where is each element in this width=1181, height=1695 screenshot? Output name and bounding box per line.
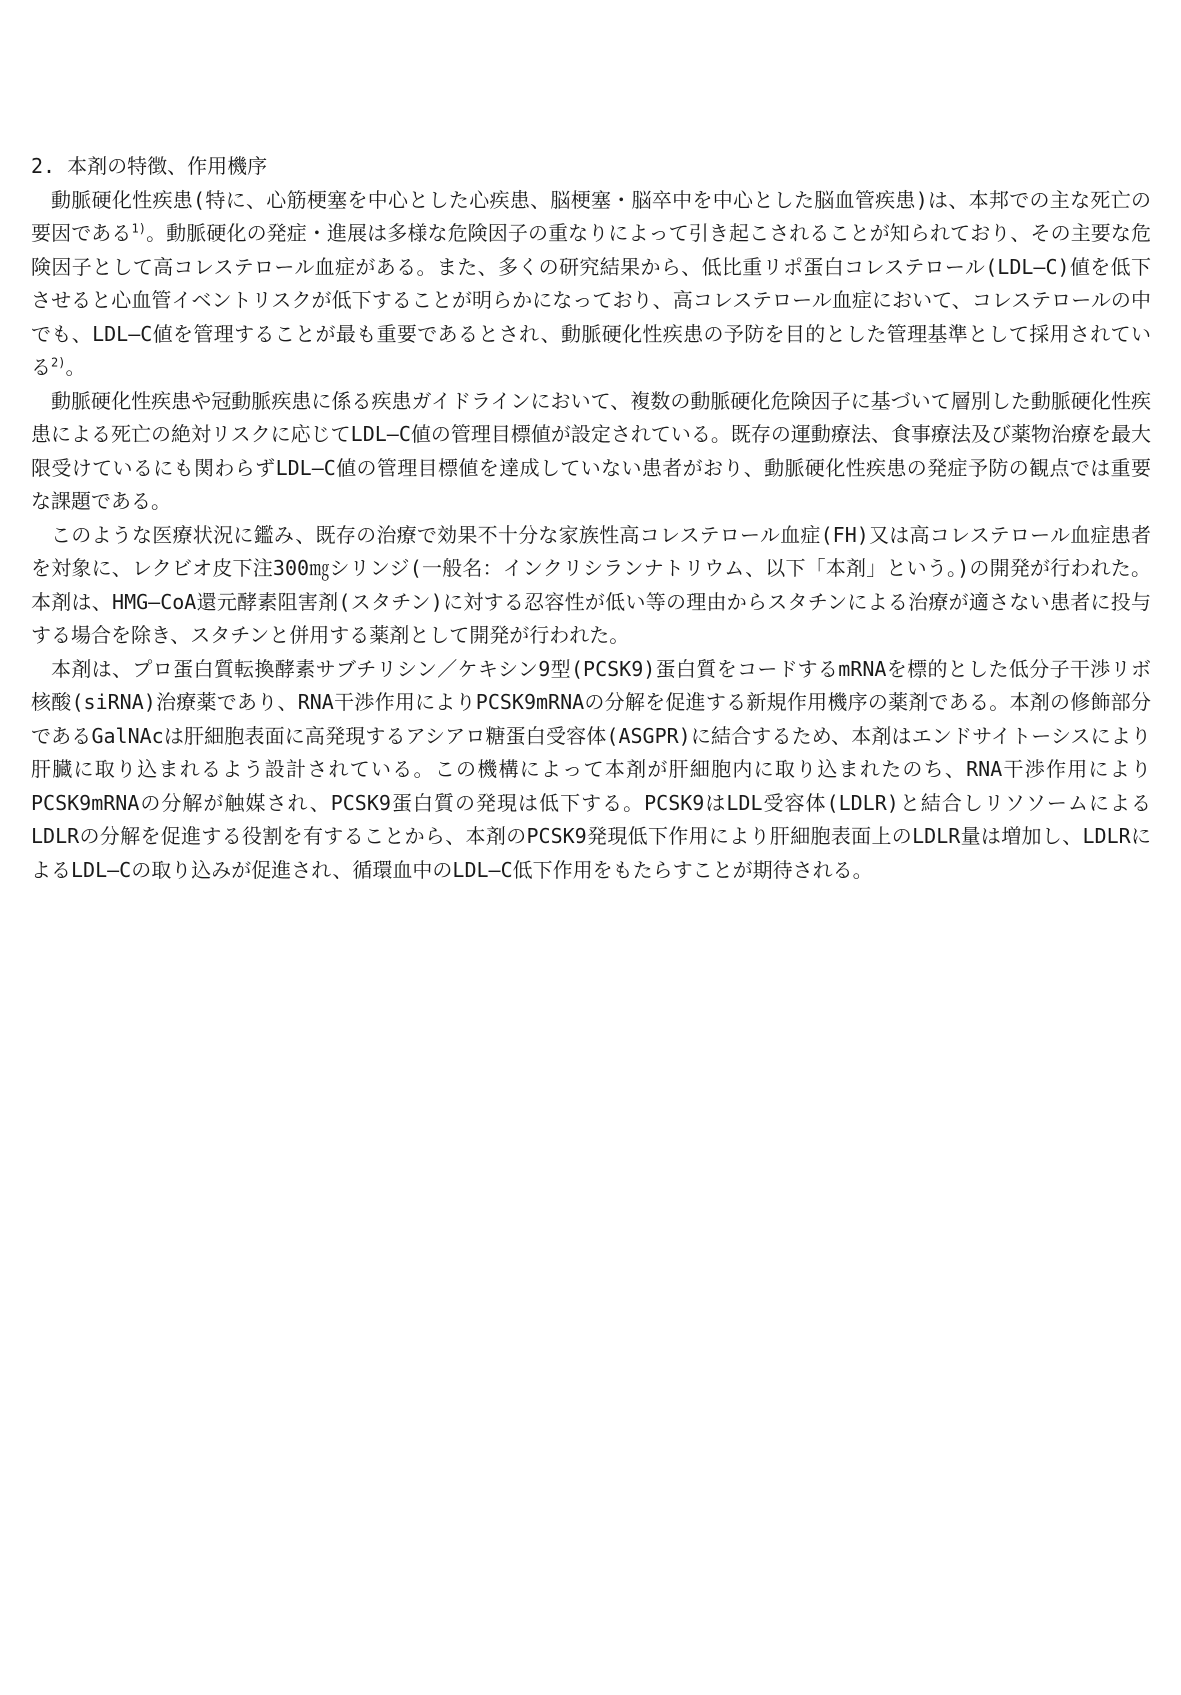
paragraph-1-text-a: 動脈硬化性疾患(特に、心筋梗塞を中心とした心疾患、脳梗塞・脳卒中を中心とした脳血管疾患)は、本邦での主な死亡の要因である: [31, 187, 1151, 245]
paragraph-2: 動脈硬化性疾患や冠動脈疾患に係る疾患ガイドラインにおいて、複数の動脈硬化危険因子に基づいて層別した動脈硬化性疾患による死亡の絶対リスクに応じてLDL―C値の管理目標値が設定されている。既存の運動療法、食事療法及び薬物治療を最大限受けているにも関わらずLDL―C値の管理目標値を達成していない患者がおり、動脈硬化性疾患の発症予防の観点では重要な課題である。: [31, 388, 1151, 513]
paragraph-1-text-b: 。動脈硬化の発症・進展は多様な危険因子の重なりによって引き起こされることが知られており、その主要な危険因子として高コレステロール血症がある。また、多くの研究結果から、低比重リポ蛋白コレステロール(LDL―C)値を低下させると心血管イベントリスクが低下することが明らかになっており、高コレステロール血症において、コレステロールの中でも、LDL―C値を管理することが最も重要であるとされ、動脈硬化性疾患の予防を目的とした管理基準として採用されている: [31, 221, 1152, 379]
document-page: [31, 150, 1151, 887]
reference-1: 1): [131, 221, 146, 236]
reference-2: 2): [51, 355, 66, 370]
paragraph-1-text-c: 。: [65, 355, 86, 379]
paragraph-4: 本剤は、プロ蛋白質転換酵素サブチリシン／ケキシン9型(PCSK9)蛋白質をコードするmRNAを標的とした低分子干渉リボ核酸(siRNA)治療薬であり、RNA干渉作用によりPCSK9mRNAの分解を促進する新規作用機序の薬剤である。本剤の修飾部分であるGalNAcは肝細胞表面に高発現するアシアロ糖蛋白受容体(ASGPR)に結合するため、本剤はエンドサイトーシスにより肝臓に取り込まれるよう設計されている。この機構によって本剤が肝細胞内に取り込まれたのち、RNA干渉作用によりPCSK9mRNAの分解が触媒され、PCSK9蛋白質の発現は低下する。PCSK9はLDL受容体(LDLR)と結合しリソソームによるLDLRの分解を促進する役割を有することから、本剤のPCSK9発現低下作用により肝細胞表面上のLDLR量は増加し、LDLRによるLDL―Cの取り込みが促進され、循環血中のLDL―C低下作用をもたらすことが期待される。: [31, 656, 1151, 882]
paragraph-3: このような医療状況に鑑み、既存の治療で効果不十分な家族性高コレステロール血症(FH)又は高コレステロール血症患者を対象に、レクビオ皮下注300㎎シリンジ(一般名：インクリシランナトリウム、以下「本剤」という。)の開発が行われた。本剤は、HMG―CoA還元酵素阻害剤(スタチン)に対する忍容性が低い等の理由からスタチンによる治療が適さない患者に投与する場合を除き、スタチンと併用する薬剤として開発が行われた。: [31, 522, 1151, 647]
section-heading: 2. 本剤の特徴、作用機序: [31, 154, 268, 178]
paragraph-1: [31, 184, 1151, 385]
